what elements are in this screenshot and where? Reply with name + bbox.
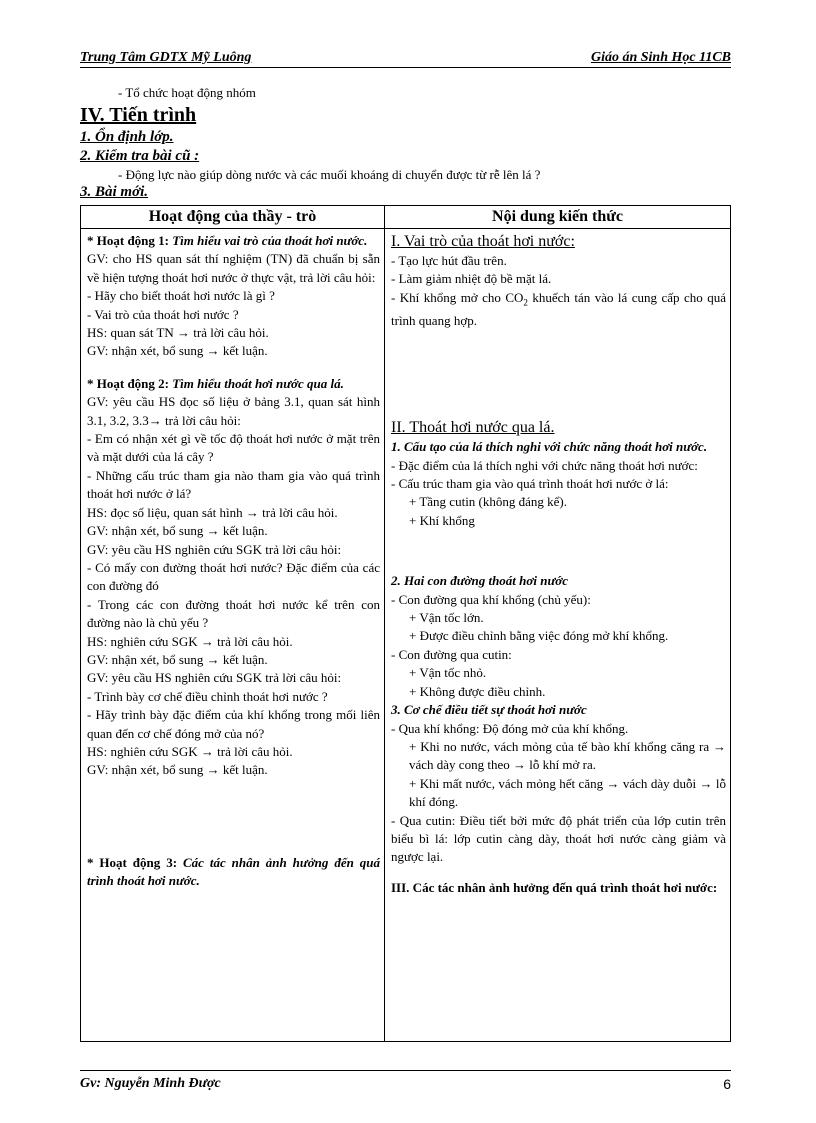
activity-line: - Hãy trình bày đặc điểm của khí khổng trong mối liên quan đến cơ chế đóng mở của nó? — [87, 707, 380, 741]
activity-line: GV: nhận xét, bổ sung → kết luận. — [87, 523, 268, 539]
activity-line: GV: nhận xét, bổ sung → kết luận. — [87, 651, 268, 667]
content-line: - Con đường qua cutin: — [391, 646, 512, 662]
activity-line: - Có mấy con đường thoát hơi nước? Đặc điểm của các con đường đó — [87, 559, 380, 594]
content-line: - Qua khí khổng: Độ đóng mở của khí khổng. — [391, 720, 629, 736]
activity-line: - Em có nhận xét gì về tốc độ thoát hơi nước ở mặt trên và mặt dưới của lá cây ? — [87, 431, 380, 465]
content-line: - Cấu trúc tham gia vào quá trình thoát hơi nước ở lá: — [391, 476, 669, 492]
activity-line: GV: nhận xét, bổ sung → kết luận. — [87, 343, 268, 359]
activity-line: - Trình bày cơ chế điều chỉnh thoát hơi nước ? — [87, 688, 328, 704]
content-subsection-2-2: 2. Hai con đường thoát hơi nước — [391, 573, 569, 589]
page-number: 6 — [723, 1076, 731, 1092]
activity-line: - Trong các con đường thoát hơi nước kể trên con đường nào là chủ yếu ? — [87, 596, 380, 631]
content-line: + Vận tốc lớn. — [409, 610, 484, 626]
activity-1-heading: * Hoạt động 1: Tìm hiểu vai trò của thoát hơi nước. — [87, 233, 368, 248]
content-line: - Đặc điểm của lá thích nghi với chức năng thoát hơi nước: — [391, 457, 698, 473]
activity-3-heading: * Hoạt động 3: Các tác nhân ảnh hưởng đến quá trình thoát hơi nước. — [87, 854, 380, 889]
intro-item: - Tổ chức hoạt động nhóm — [118, 85, 256, 100]
content-line: - Qua cutin: Điều tiết bởi mức độ phát triển của lớp cutin trên biểu bì lá: lớp cutin càng dày, thoát hơi nước càng giảm và ngược lại. — [391, 812, 726, 865]
activity-line: HS: nghiên cứu SGK → trả lời câu hỏi. — [87, 743, 293, 759]
content-section-1-title: I. Vai trò của thoát hơi nước: — [391, 233, 575, 250]
content-line: + Được điều chỉnh bằng việc đóng mở khí khổng. — [409, 628, 669, 644]
content-subsection-2-3: 3. Cơ chế điều tiết sự thoát hơi nước — [391, 702, 587, 718]
content-section-2-title: II. Thoát hơi nước qua lá. — [391, 419, 555, 437]
review-question: - Động lực nào giúp dòng nước và các muối khoáng di chuyển được từ rễ lên lá ? — [118, 167, 541, 182]
footer-teacher: Gv: Nguyễn Minh Được — [80, 1076, 221, 1091]
subsection-2: 2. Kiểm tra bài cũ : — [80, 148, 200, 164]
section-title: IV. Tiến trình — [80, 104, 197, 126]
col-header-content: Nội dung kiến thức — [385, 206, 731, 229]
header-school: Trung Tâm GDTX Mỹ Luông — [80, 50, 252, 65]
page-footer — [80, 1070, 731, 1092]
activities-cell — [81, 229, 385, 1042]
content-line: + Khi mất nước, vách mỏng hết căng → vách dày duỗi → lỗ khí đóng. — [409, 775, 726, 810]
content-section-3-title: III. Các tác nhân ảnh hưởng đến quá trình thoát hơi nước: — [391, 879, 718, 895]
activity-line: HS: quan sát TN → trả lời câu hỏi. — [87, 325, 269, 341]
col-header-activities: Hoạt động của thầy - trò — [81, 206, 385, 229]
activity-line: - Hãy cho biết thoát hơi nước là gì ? — [87, 288, 275, 304]
activity-line: GV: nhận xét, bổ sung → kết luận. — [87, 762, 268, 778]
content-line: - Làm giảm nhiệt độ bề mặt lá. — [391, 271, 552, 287]
activity-line: GV: yêu cầu HS nghiên cứu SGK trả lời câu hỏi: — [87, 670, 342, 686]
activity-line: - Những cấu trúc tham gia nào tham gia vào quá trình thoát hơi nước ở lá? — [87, 467, 380, 502]
activity-2-heading: * Hoạt động 2: Tìm hiểu thoát hơi nước qua lá. — [87, 375, 344, 391]
activity-line: - Vai trò của thoát hơi nước ? — [87, 306, 239, 322]
activity-line: GV: yêu cầu HS đọc số liệu ở bảng 3.1, quan sát hình 3.1, 3.2, 3.3→ trả lời câu hỏi: — [87, 394, 380, 428]
page-header — [80, 50, 731, 68]
lesson-table — [80, 205, 731, 1042]
content-cell — [385, 229, 731, 1042]
activity-line: HS: đọc số liệu, quan sát hình → trả lời câu hỏi. — [87, 504, 338, 520]
activity-line: GV: yêu cầu HS nghiên cứu SGK trả lời câu hỏi: — [87, 541, 342, 557]
content-line: + Vận tốc nhỏ. — [409, 665, 487, 681]
content-line: + Khi no nước, vách mỏng của tế bào khí khổng căng ra → vách dày cong theo → lỗ khí mở ra. — [409, 738, 726, 773]
activity-line: HS: nghiên cứu SGK → trả lời câu hỏi. — [87, 633, 293, 649]
content-line: + Không được điều chỉnh. — [409, 683, 546, 699]
content-line: - Con đường qua khí khổng (chủ yếu): — [391, 591, 591, 607]
content-line: - Khí khổng mở cho $CO_2$ khuếch tán vào lá cung cấp cho quá trình quang hợp. — [391, 289, 726, 328]
intro-section — [80, 84, 731, 202]
content-subsection-2-1: 1. Cấu tạo của lá thích nghi với chức năng thoát hơi nước. — [391, 439, 708, 455]
subsection-3: 3. Bài mới. — [80, 184, 149, 200]
content-line: - Tạo lực hút đầu trên. — [391, 253, 507, 268]
subsection-1: 1. Ổn định lớp. — [80, 129, 174, 145]
activity-line: GV: cho HS quan sát thí nghiệm (TN) đã chuẩn bị sẵn về hiện tượng thoát hơi nước ở thực vật, trả lời câu hỏi: — [87, 251, 380, 285]
content-line: + Khí khổng — [409, 512, 475, 528]
header-subject: Giáo án Sinh Học 11CB — [590, 50, 731, 65]
content-line: + Tầng cutin (không đáng kể). — [409, 494, 567, 510]
